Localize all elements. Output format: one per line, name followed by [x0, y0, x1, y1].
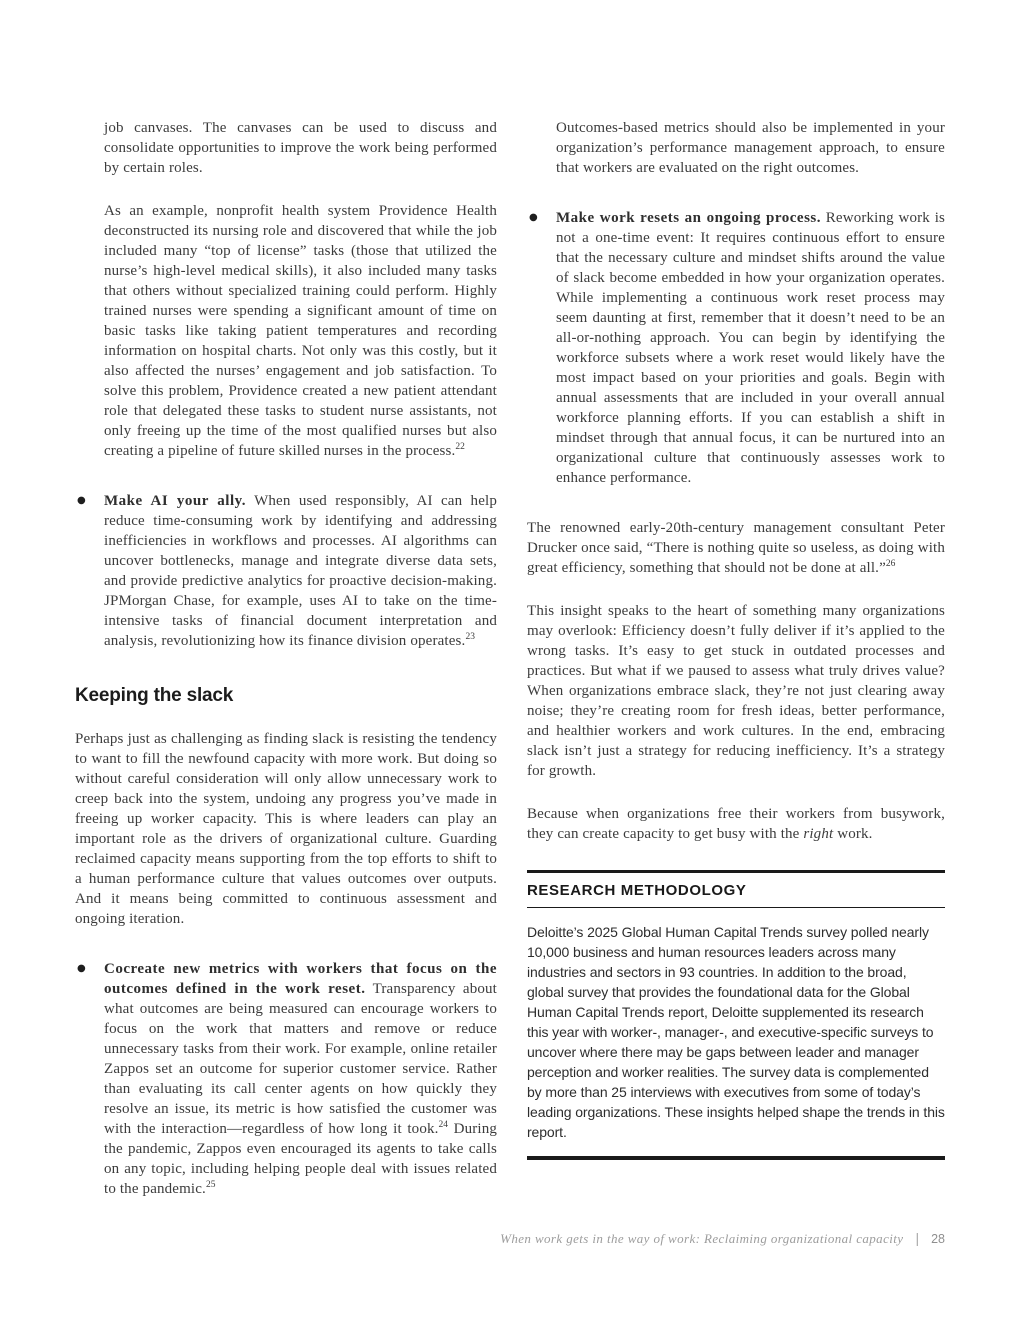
- paragraph-outcomes-based-metrics: Outcomes-based metrics should also be implemented in your organization’s performance management approach, to ensure that workers are evaluated on the right outcomes.: [556, 120, 945, 176]
- paragraph-text: Because when organizations free their workers from busywork, they can create capacity to get busy with the: [527, 806, 945, 842]
- paragraph-text: The renowned early-20th-century management consultant Peter Drucker once said, “There is nothing quite so useless, as doing with great efficiency, something that should not be done at all.”: [527, 520, 945, 576]
- bullet-item-cocreate-new-metrics: [75, 959, 497, 1199]
- left-column: [75, 118, 497, 1229]
- paragraph-busywork: [527, 804, 945, 844]
- bullet-paragraph: [556, 208, 945, 488]
- bullet-paragraph: [104, 959, 497, 1199]
- bullet-body-text: Transparency about what outcomes are being measured can encourage workers to focus on the work that matters and remove or reduce unnecessary tasks from their work. For example, online retailer Zappos set an outcome for superior customer service. Rather than evaluating its call center agents on how quickly they resolve an issue, its metric is how satisfied the customer was with the interaction—regardless of how long it took.: [104, 981, 497, 1137]
- paragraph-this-insight: This insight speaks to the heart of something many organizations may overlook: Efficiency doesn’t fully deliver if it’s applied to the wrong tasks. It’s easy to get stuck in outdated processes and practices. But what if we paused to assess what truly drives value? When organizations embrace slack, they’re not just clearing away noise; they’re creating room for fresh ideas, better performance, and healthier workers and work cultures. In the end, embracing slack isn’t just a strategy for reducing inefficiency. It’s a strategy for growth.: [527, 603, 945, 779]
- bullet-body-text: When used responsibly, AI can help reduce time-consuming work by identifying and addressing inefficiencies in workflows and processes. AI algorithms can uncover bottlenecks, manage and integrate diverse data sets, and provide predictive analytics for proactive decision-making. JPMorgan Chase, for example, uses AI to take on the time-intensive tasks of financial document interpretation and analysis, revolutionizing how its finance division operates.: [104, 493, 497, 649]
- paragraph-job-canvases: job canvases. The canvases can be used to discuss and consolidate opportunities to improve the work being performed by certain roles.: [104, 120, 497, 176]
- footnote-ref-22: 22: [455, 442, 465, 452]
- methodology-heading: RESEARCH METHODOLOGY: [527, 873, 945, 908]
- footnote-ref-23: 23: [465, 632, 475, 642]
- right-column: [527, 118, 945, 1160]
- footnote-ref-24: 24: [438, 1120, 449, 1130]
- methodology-body: Deloitte’s 2025 Global Human Capital Trends survey polled nearly 10,000 business and human resources leaders across many industries and sectors in 93 countries. In addition to the broad, global survey that provides the foundational data for the Global Human Capital Trends report, Deloitte supplemented its research this year with worker-, manager-, and executive-specific surveys to uncover where there may be gaps between leader and manager perception and worker realities. The survey data is complemented by more than 25 interviews with executives from some of today’s leading organizations. These insights helped shape the trends in this report.: [527, 924, 945, 1140]
- bullet-body-text: During the pandemic, Zappos even encouraged its agents to take calls on any topic, including helping people deal with issues related to the pandemic.: [104, 1121, 498, 1197]
- bullet-lead-text: Make work resets an ongoing process.: [556, 210, 822, 226]
- emphasized-word: right: [803, 826, 834, 842]
- page-footer: [500, 1230, 945, 1247]
- paragraph-keeping-slack-intro: Perhaps just as challenging as finding slack is resisting the tendency to want to fill the newfound capacity with more work. But doing so without careful consideration will only allow unnecessary work to creep back into the system, undoing any progress you’ve made in freeing up worker capacity. This is where leaders can play an important role as the drivers of organizational culture. Guarding reclaimed capacity means supporting from the top efforts to shift to a human performance culture that values outcomes over outputs. And it means being committed to continuous assessment and ongoing iteration.: [75, 731, 497, 927]
- bullet-item-make-work-resets: [527, 208, 945, 488]
- section-heading-keeping-the-slack: Keeping the slack: [75, 685, 234, 706]
- bullet-paragraph: [104, 491, 497, 651]
- paragraph-providence-example: [104, 201, 497, 461]
- bullet-icon: ●: [77, 963, 86, 974]
- paragraph-text: work.: [833, 826, 873, 842]
- footnote-ref-25: 25: [205, 1180, 216, 1190]
- footnote-ref-26: 26: [885, 559, 896, 569]
- bullet-icon: ●: [529, 212, 538, 223]
- bullet-item-make-ai-your-ally: [75, 491, 497, 651]
- research-methodology-box: [527, 870, 945, 1160]
- bullet-icon: ●: [77, 495, 86, 506]
- bullet-lead-text: Cocreate new metrics with workers that focus on the outcomes defined in the work reset.: [104, 961, 497, 997]
- bullet-lead-text: Make AI your ally.: [104, 493, 247, 509]
- bullet-body-text: Reworking work is not a one-time event: It requires continuous effort to ensure that the necessary culture and mindset shifts around the value of slack become embedded in how your organization operates. While implementing a continuous work reset process may seem daunting at first, remember that it doesn’t need to be an all-or-nothing approach. You can begin by identifying the workforce subsets where a work reset would likely have the most impact based on your priorities and goals. Begin with annual assessments that are included in your overall annual workforce planning efforts. If you can establish a shift in mindset through that annual focus, it can be nurtured into an organizational culture that continuously assesses work to enhance performance.: [556, 210, 945, 486]
- page-number: 28: [931, 1232, 945, 1246]
- paragraph-text: As an example, nonprofit health system Providence Health deconstructed its nursing role and discovered that while the job included many “top of license” tasks (those that utilized the nurse’s high-level medical skills), it also included many tasks that others without specialized training could perform. Highly trained nurses were spending a significant amount of time on basic tasks like taking patient temperatures and recording information on hospital charts. Not only was this costly, but it also affected the nurses’ engagement and job satisfaction. To solve this problem, Providence created a new patient attendant role that delegated these tasks to student nurse assistants, not only freeing up the time of the most qualified nurses but also creating a pipeline of future skilled nurses in the process.: [104, 203, 497, 459]
- paragraph-drucker-quote: [527, 518, 945, 578]
- footer-separator: |: [915, 1230, 920, 1246]
- footer-title: When work gets in the way of work: Reclaiming organizational capacity: [500, 1231, 904, 1246]
